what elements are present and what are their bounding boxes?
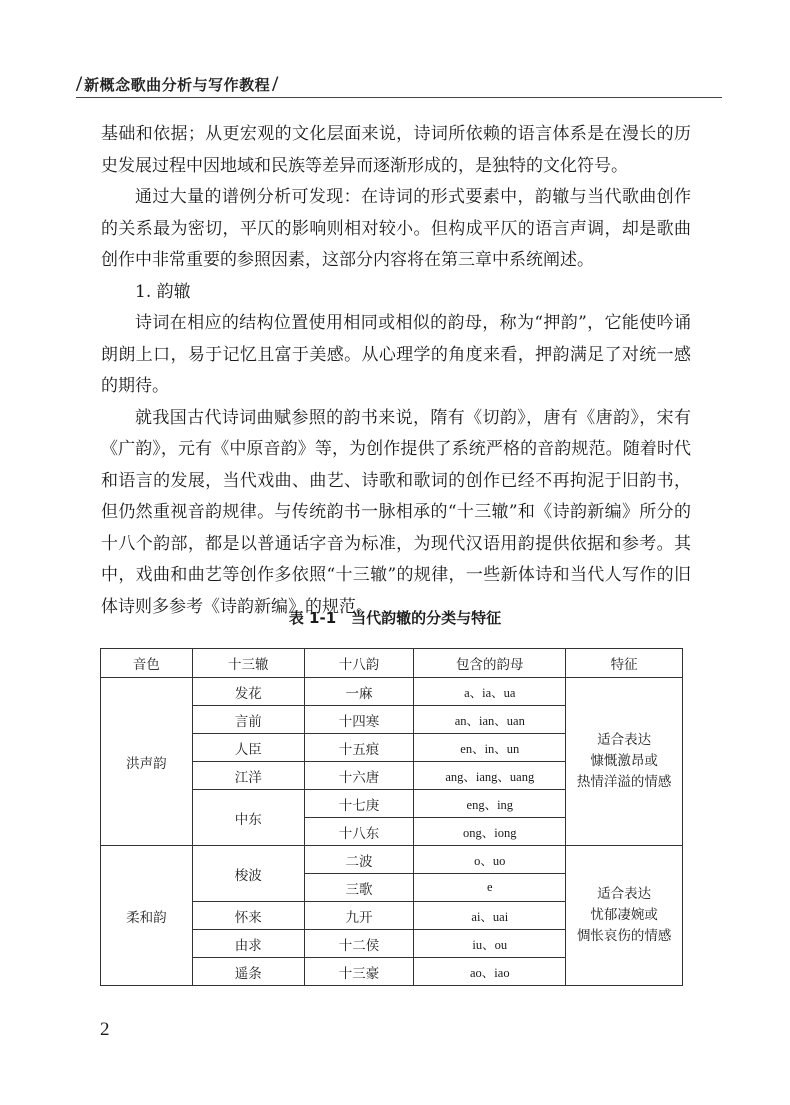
finals-cell: iu、ou — [414, 930, 566, 958]
eighteen-rhyme-cell: 十六唐 — [304, 762, 414, 790]
header-book-title: 新概念歌曲分析与写作教程 — [84, 75, 271, 94]
body-text — [101, 119, 691, 623]
feature-line: 适合表达 — [597, 732, 652, 748]
page-number: 2 — [100, 1019, 110, 1040]
thirteen-rhyme-cell: 人臣 — [192, 734, 304, 762]
eighteen-rhyme-cell: 十八东 — [304, 818, 414, 846]
table-header-row — [101, 649, 683, 678]
table-row — [101, 678, 683, 706]
header-divider — [76, 97, 722, 98]
eighteen-rhyme-cell: 十三豪 — [304, 958, 414, 986]
eighteen-rhyme-cell: 十二侯 — [304, 930, 414, 958]
feature-line: 热情洋溢的情感 — [576, 774, 672, 790]
section-heading: 1. 韵辙 — [135, 281, 191, 302]
column-header: 音色 — [101, 649, 193, 678]
eighteen-rhyme-cell: 十七庚 — [304, 790, 414, 818]
finals-cell: ai、uai — [414, 902, 566, 930]
rhyme-table — [100, 648, 683, 986]
thirteen-rhyme-cell: 中东 — [192, 790, 304, 846]
thirteen-rhyme-cell: 江洋 — [192, 762, 304, 790]
finals-cell: a、ia、ua — [414, 678, 566, 706]
feature-line: 适合表达 — [597, 886, 652, 902]
thirteen-rhyme-cell: 由求 — [192, 930, 304, 958]
thirteen-rhyme-cell: 怀来 — [192, 902, 304, 930]
thirteen-rhyme-cell: 言前 — [192, 706, 304, 734]
column-header: 十八韵 — [304, 649, 414, 678]
timbre-cell: 柔和韵 — [101, 846, 193, 986]
column-header: 十三辙 — [192, 649, 304, 678]
feature-cell — [566, 846, 683, 986]
header-slash-left: / — [76, 71, 83, 96]
paragraph-4: 就我国古代诗词曲赋参照的韵书来说，隋有《切韵》，唐有《唐韵》，宋有《广韵》，元有《中原音韵》等，为创作提供了系统严格的音韵规范。随着时代和语言的发展，当代戏曲、曲艺、诗歌和歌词的创作已经不再拘泥于旧韵书，但仍然重视音韵规律。与传统韵书一脉相承的“十三辙”和《诗韵新编》所分的十八个韵部，都是以普通话字音为标准，为现代汉语用韵提供依据和参考。其中，戏曲和曲艺等创作多依照“十三辙”的规律，一些新体诗和当代人写作的旧体诗则多参考《诗韵新编》的规范。 — [101, 407, 691, 617]
column-header: 包含的韵母 — [414, 649, 566, 678]
eighteen-rhyme-cell: 三歌 — [304, 874, 414, 902]
eighteen-rhyme-cell: 一麻 — [304, 678, 414, 706]
finals-cell: an、ian、uan — [414, 706, 566, 734]
feature-line: 惆怅哀伤的情感 — [576, 928, 672, 944]
finals-cell: e — [414, 874, 566, 902]
finals-cell: o、uo — [414, 846, 566, 874]
thirteen-rhyme-cell: 遥条 — [192, 958, 304, 986]
eighteen-rhyme-cell: 二波 — [304, 846, 414, 874]
header-slash-right: / — [272, 71, 279, 96]
feature-cell — [566, 678, 683, 846]
table-row — [101, 846, 683, 874]
thirteen-rhyme-cell: 发花 — [192, 678, 304, 706]
finals-cell: ong、iong — [414, 818, 566, 846]
thirteen-rhyme-cell: 梭波 — [192, 846, 304, 902]
eighteen-rhyme-cell: 十五痕 — [304, 734, 414, 762]
paragraph-1: 基础和依据；从更宏观的文化层面来说，诗词所依赖的语言体系是在漫长的历史发展过程中因地域和民族等差异而逐渐形成的，是独特的文化符号。 — [101, 124, 691, 176]
finals-cell: eng、ing — [414, 790, 566, 818]
running-header — [76, 71, 278, 97]
paragraph-3: 诗词在相应的结构位置使用相同或相似的韵母，称为“押韵”，它能使吟诵朗朗上口，易于记忆且富于美感。从心理学的角度来看，押韵满足了对统一感的期待。 — [101, 313, 691, 396]
timbre-cell: 洪声韵 — [101, 678, 193, 846]
eighteen-rhyme-cell: 九开 — [304, 902, 414, 930]
feature-line: 慷慨激昂或 — [590, 753, 658, 769]
finals-cell: ao、iao — [414, 958, 566, 986]
finals-cell: en、in、un — [414, 734, 566, 762]
feature-line: 忧郁凄婉或 — [590, 907, 658, 923]
finals-cell: ang、iang、uang — [414, 762, 566, 790]
column-header: 特征 — [566, 649, 683, 678]
table-caption: 表 1-1 当代韵辙的分类与特征 — [288, 609, 502, 627]
paragraph-2: 通过大量的谱例分析可发现：在诗词的形式要素中，韵辙与当代歌曲创作的关系最为密切，平仄的影响则相对较小。但构成平仄的语言声调，却是歌曲创作中非常重要的参照因素，这部分内容将在第三章中系统阐述。 — [101, 187, 691, 270]
eighteen-rhyme-cell: 十四寒 — [304, 706, 414, 734]
